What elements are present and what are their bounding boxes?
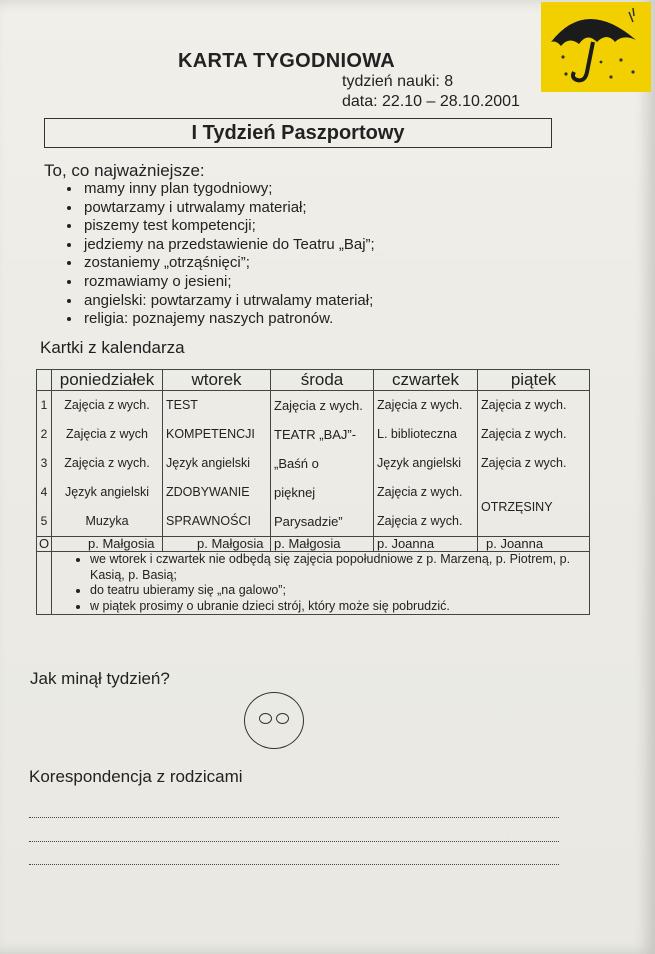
list-item: • powtarzamy i utrwalamy materiał; bbox=[82, 199, 375, 218]
lesson-cell: ZDOBYWANIE bbox=[166, 485, 250, 499]
lesson-cell: Zajęcia z wych bbox=[66, 427, 148, 441]
list-item: • piszemy test kompetencji; bbox=[82, 217, 375, 236]
page-title: KARTA TYGODNIOWA bbox=[178, 50, 396, 72]
teacher-thursday: p. Joanna bbox=[374, 537, 478, 552]
lesson-cell: Zajęcia z wych. bbox=[481, 456, 567, 470]
lesson-cell: Zajęcia z wych. bbox=[64, 398, 150, 412]
priorities-list bbox=[60, 180, 375, 329]
thursday-column bbox=[374, 391, 478, 537]
list-item: • angielski: powtarzamy i utrwalamy materiał; bbox=[82, 292, 375, 311]
weekly-schedule-table bbox=[36, 369, 590, 615]
notes-list bbox=[52, 552, 589, 614]
lesson-cell: Parysadzie” bbox=[274, 514, 343, 529]
day-header-monday: poniedziałek bbox=[52, 370, 163, 391]
lesson-number: 1 bbox=[40, 398, 48, 412]
lesson-cell: Zajęcia z wych. bbox=[481, 427, 567, 441]
right-eye bbox=[276, 713, 289, 724]
wednesday-column bbox=[271, 391, 374, 537]
note-item: • we wtorek i czwartek nie odbędą się zajęcia popołudniowe z p. Marzeną, p. Piotrem, p. Kasią, p. Basią; bbox=[90, 552, 589, 583]
notes-cell bbox=[52, 552, 590, 615]
lesson-cell: Zajęcia z wych. bbox=[64, 456, 150, 470]
lesson-number: 2 bbox=[40, 427, 48, 441]
left-eye bbox=[259, 713, 272, 724]
table-header-row bbox=[37, 370, 590, 391]
list-item: • religia: poznajemy naszych patronów. bbox=[82, 310, 375, 329]
correspondence-title: Korespondencja z rodzicami bbox=[29, 767, 243, 786]
list-item: • rozmawiamy o jesieni; bbox=[82, 273, 375, 292]
lesson-cell: Zajęcia z wych. bbox=[377, 485, 463, 499]
day-header-tuesday: wtorek bbox=[163, 370, 271, 391]
writing-line[interactable] bbox=[29, 817, 559, 818]
notes-row bbox=[37, 552, 590, 615]
list-item: • jedziemy na przedstawienie do Teatru „Baj”; bbox=[82, 236, 375, 255]
note-item: • do teatru ubieramy się „na galowo”; bbox=[90, 583, 589, 599]
lesson-cell: KOMPETENCJI bbox=[166, 427, 255, 441]
lesson-cell: Zajęcia z wych. bbox=[377, 398, 463, 412]
lesson-cell: Język angielski bbox=[64, 485, 150, 499]
date-range: data: 22.10 – 28.10.2001 bbox=[342, 93, 520, 110]
tuesday-column bbox=[163, 391, 271, 537]
umbrella-sticker bbox=[541, 2, 651, 92]
calendar-title: Kartki z kalendarza bbox=[40, 338, 185, 357]
mood-face-drawing bbox=[244, 692, 304, 749]
teacher-row bbox=[37, 537, 590, 552]
lesson-cell: L. biblioteczna bbox=[377, 427, 457, 441]
day-header-friday: piątek bbox=[478, 370, 590, 391]
week-number: tydzień nauki: 8 bbox=[342, 73, 454, 90]
friday-column bbox=[478, 391, 590, 537]
lesson-cell: Zajęcia z wych. bbox=[481, 398, 567, 412]
priorities-title: To, co najważniejsze: bbox=[44, 161, 205, 180]
teacher-wednesday: p. Małgosia bbox=[271, 537, 374, 552]
lesson-cell: TEATR „BAJ”- bbox=[274, 427, 357, 442]
lesson-cell: Język angielski bbox=[377, 456, 462, 470]
writing-line[interactable] bbox=[29, 864, 559, 865]
lesson-number: 4 bbox=[40, 485, 48, 499]
lesson-cell: Zajęcia z wych. bbox=[274, 398, 363, 413]
writing-line[interactable] bbox=[29, 841, 559, 842]
list-item: • zostaniemy „otrząśnięci”; bbox=[82, 254, 375, 273]
monday-column bbox=[52, 391, 163, 537]
list-item: • mamy inny plan tygodniowy; bbox=[82, 180, 375, 199]
notes-spacer bbox=[37, 552, 52, 615]
lesson-cell: SPRAWNOŚCI bbox=[166, 514, 251, 528]
day-header-thursday: czwartek bbox=[374, 370, 478, 391]
lesson-cell: pięknej bbox=[274, 485, 316, 500]
week-feedback-question: Jak minął tydzień? bbox=[30, 669, 170, 688]
table-corner bbox=[37, 370, 52, 391]
lesson-cell: Język angielski bbox=[166, 456, 251, 470]
week-banner: I Tydzień Paszportowy bbox=[44, 118, 552, 148]
lesson-numbers bbox=[37, 391, 52, 537]
teacher-friday: p. Joanna bbox=[478, 537, 590, 552]
teacher-tuesday: p. Małgosia bbox=[163, 537, 271, 552]
day-header-wednesday: środa bbox=[271, 370, 374, 391]
teacher-marker: O bbox=[37, 537, 52, 552]
lesson-cell: TEST bbox=[166, 398, 198, 412]
lesson-number: 3 bbox=[40, 456, 48, 470]
lesson-cell: „Baśń o bbox=[274, 456, 319, 471]
note-item: • w piątek prosimy o ubranie dzieci strój, który może się pobrudzić. bbox=[90, 599, 589, 615]
lesson-number: 5 bbox=[40, 514, 48, 528]
lesson-cell: Zajęcia z wych. bbox=[377, 514, 463, 528]
lesson-cell: OTRZĘSINY bbox=[481, 500, 553, 514]
table-row bbox=[37, 391, 590, 537]
lesson-cell: Muzyka bbox=[85, 514, 129, 528]
teacher-monday: p. Małgosia bbox=[52, 537, 163, 552]
